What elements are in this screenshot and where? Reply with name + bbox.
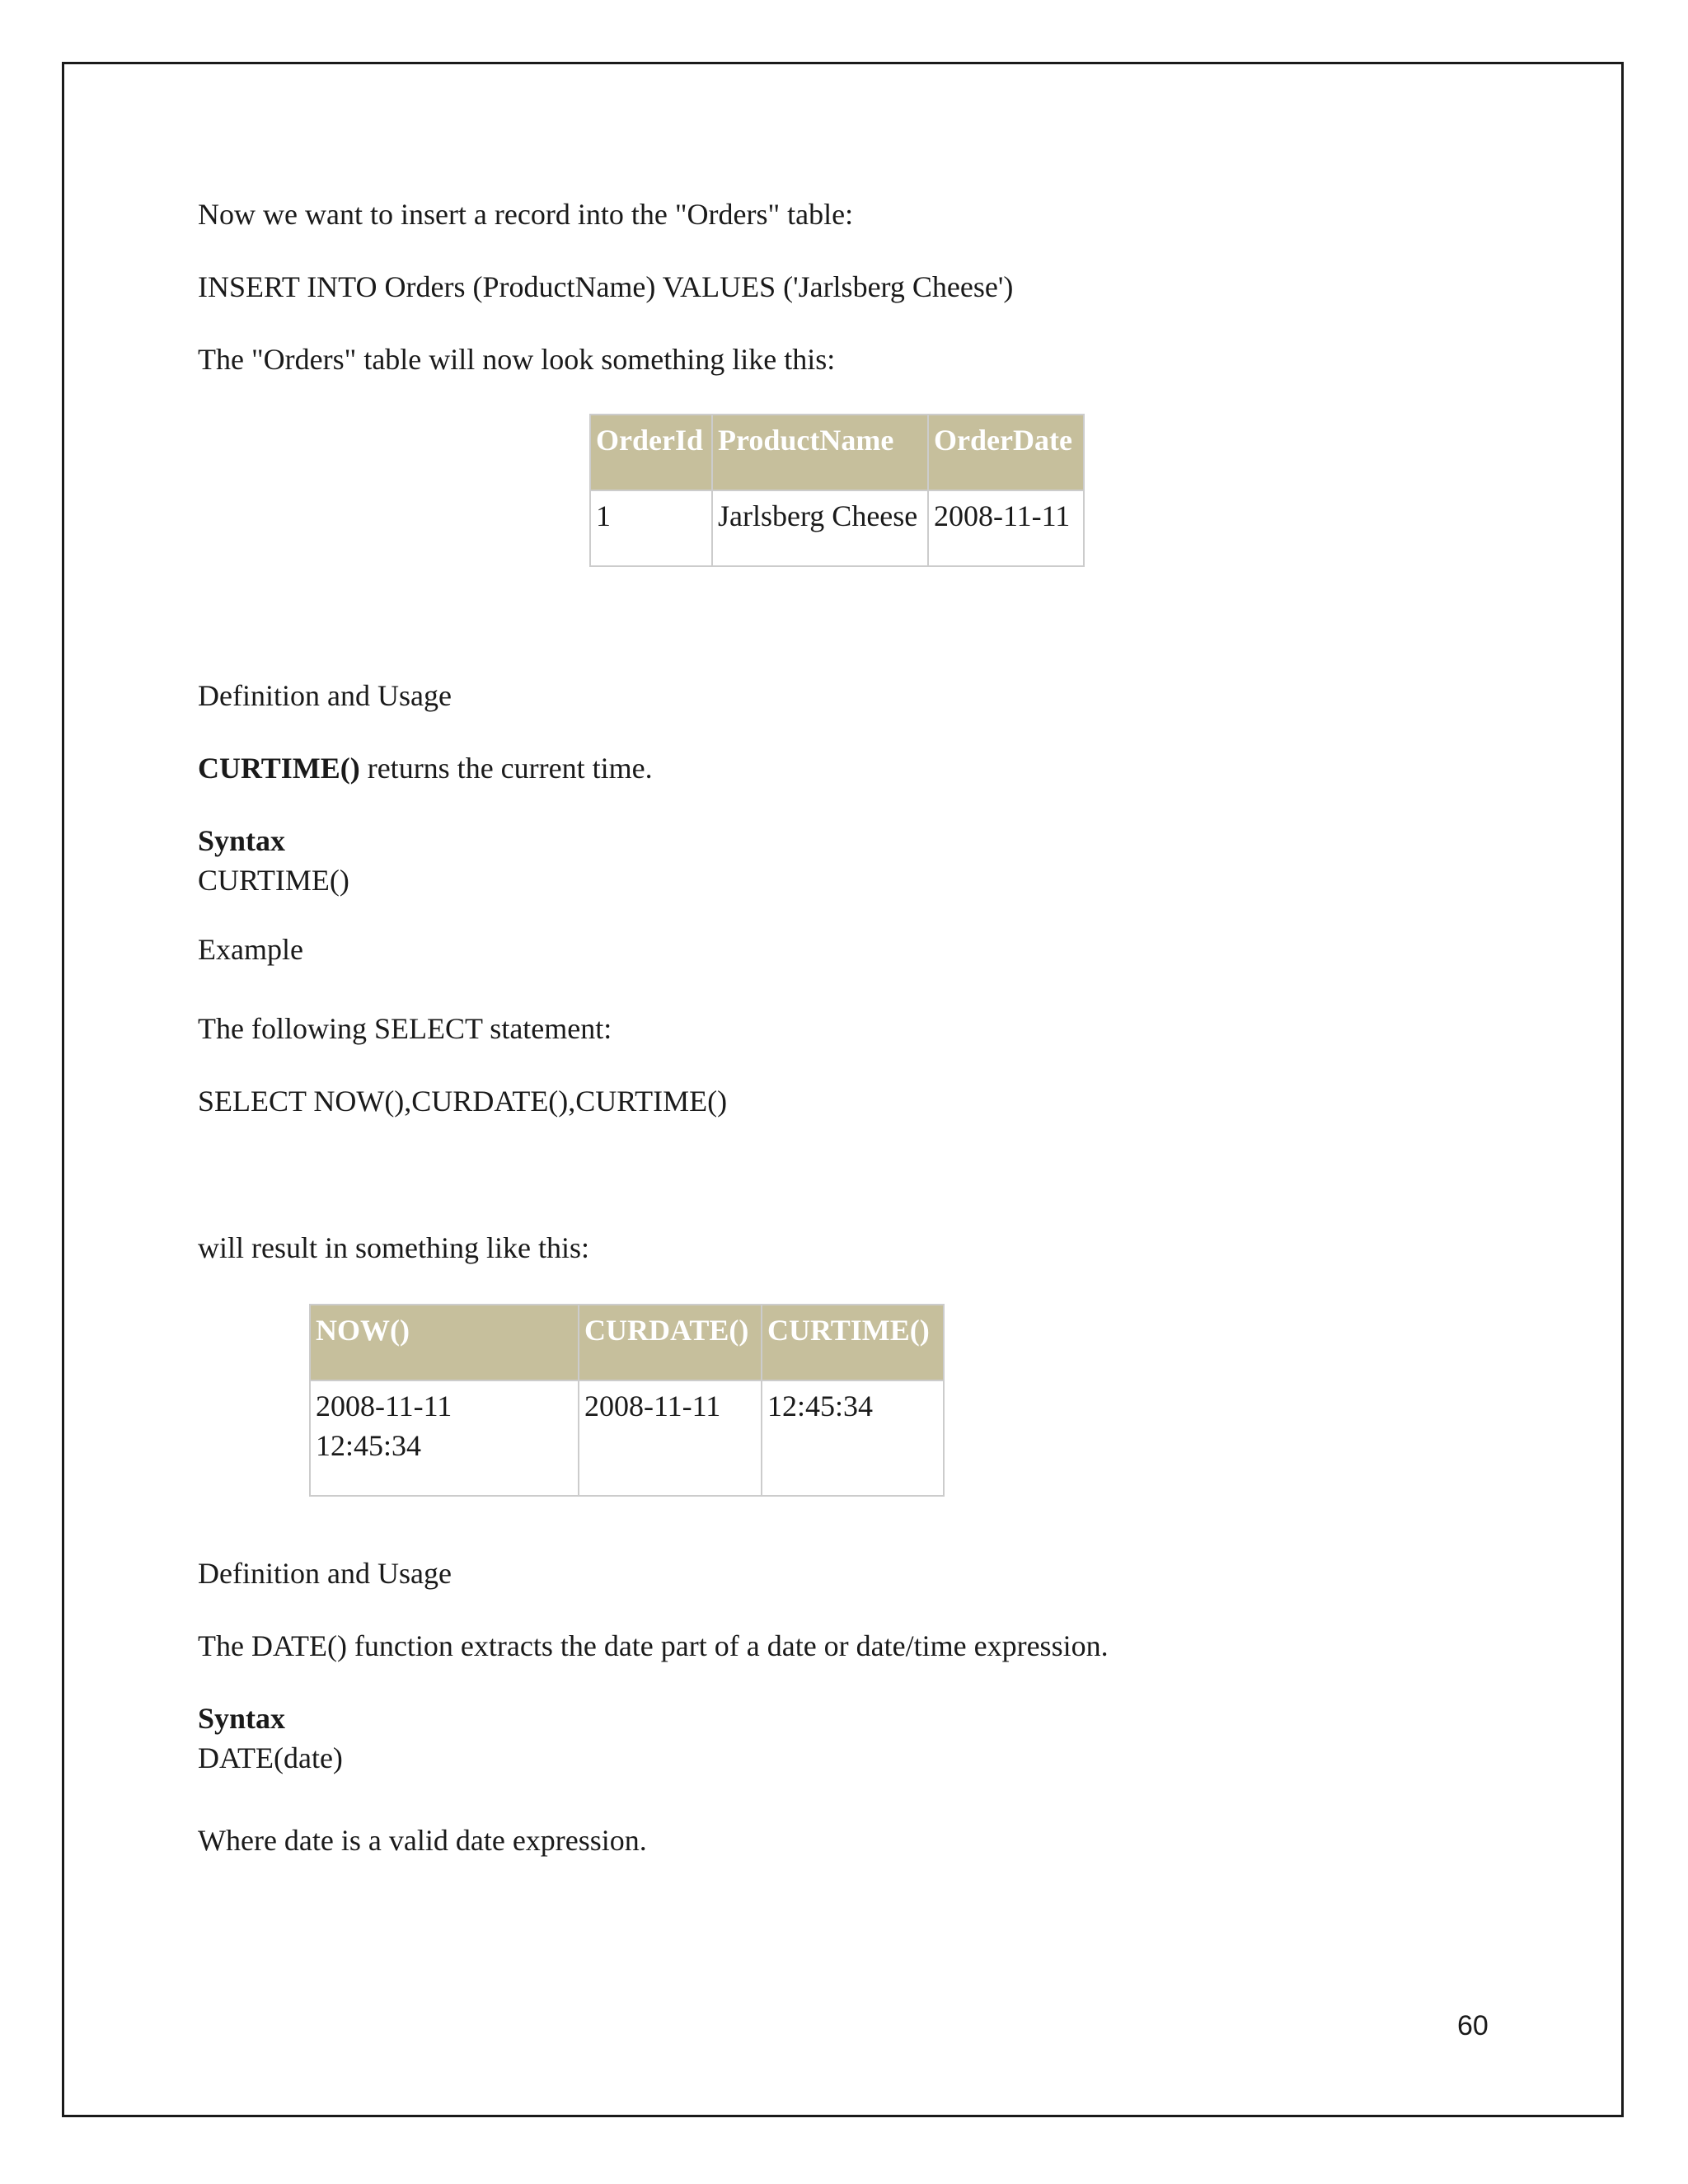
orders-cell-orderdate: 2008-11-11 bbox=[928, 490, 1084, 566]
result-table-header-row bbox=[310, 1305, 944, 1380]
orders-cell-productname: Jarlsberg Cheese bbox=[712, 490, 928, 566]
insert-sql-statement: INSERT INTO Orders (ProductName) VALUES ('Jarlsberg Cheese') bbox=[198, 270, 1014, 303]
curtime-syntax: CURTIME() bbox=[198, 864, 349, 897]
table-row bbox=[310, 1380, 944, 1496]
curtime-description-text: returns the current time. bbox=[359, 752, 653, 785]
curtime-example-label: Example bbox=[198, 933, 303, 966]
orders-cell-orderid: 1 bbox=[590, 490, 712, 566]
date-note: Where date is a valid date expression. bbox=[198, 1824, 647, 1857]
date-description: The DATE() function extracts the date part of a date or date/time expression. bbox=[198, 1629, 1109, 1662]
orders-table-header-row bbox=[590, 415, 1084, 490]
curtime-example-intro: The following SELECT statement: bbox=[198, 1012, 612, 1045]
result-header-now: NOW() bbox=[310, 1305, 579, 1380]
curtime-description bbox=[198, 748, 653, 788]
result-cell-now: 2008-11-11 12:45:34 bbox=[310, 1380, 579, 1496]
date-syntax-label: Syntax bbox=[198, 1702, 286, 1735]
result-cell-curtime: 12:45:34 bbox=[762, 1380, 944, 1496]
date-syntax: DATE(date) bbox=[198, 1741, 343, 1774]
result-header-curtime: CURTIME() bbox=[762, 1305, 944, 1380]
curtime-function-name: CURTIME() bbox=[198, 752, 360, 785]
curtime-syntax-label: Syntax bbox=[198, 824, 286, 857]
result-cell-curdate: 2008-11-11 bbox=[579, 1380, 762, 1496]
result-header-curdate: CURDATE() bbox=[579, 1305, 762, 1380]
curtime-example-sql: SELECT NOW(),CURDATE(),CURTIME() bbox=[198, 1085, 728, 1118]
result-table bbox=[309, 1304, 945, 1497]
page-number: 60 bbox=[1457, 2010, 1489, 2041]
insert-intro-text: Now we want to insert a record into the "Orders" table: bbox=[198, 198, 854, 231]
curtime-section-heading: Definition and Usage bbox=[198, 679, 452, 712]
orders-table bbox=[589, 414, 1085, 567]
orders-header-orderid: OrderId bbox=[590, 415, 712, 490]
orders-header-orderdate: OrderDate bbox=[928, 415, 1084, 490]
curtime-result-intro: will result in something like this: bbox=[198, 1231, 589, 1264]
orders-header-productname: ProductName bbox=[712, 415, 928, 490]
date-section-heading: Definition and Usage bbox=[198, 1557, 452, 1590]
orders-table-intro: The "Orders" table will now look something like this: bbox=[198, 343, 836, 376]
table-row bbox=[590, 490, 1084, 566]
